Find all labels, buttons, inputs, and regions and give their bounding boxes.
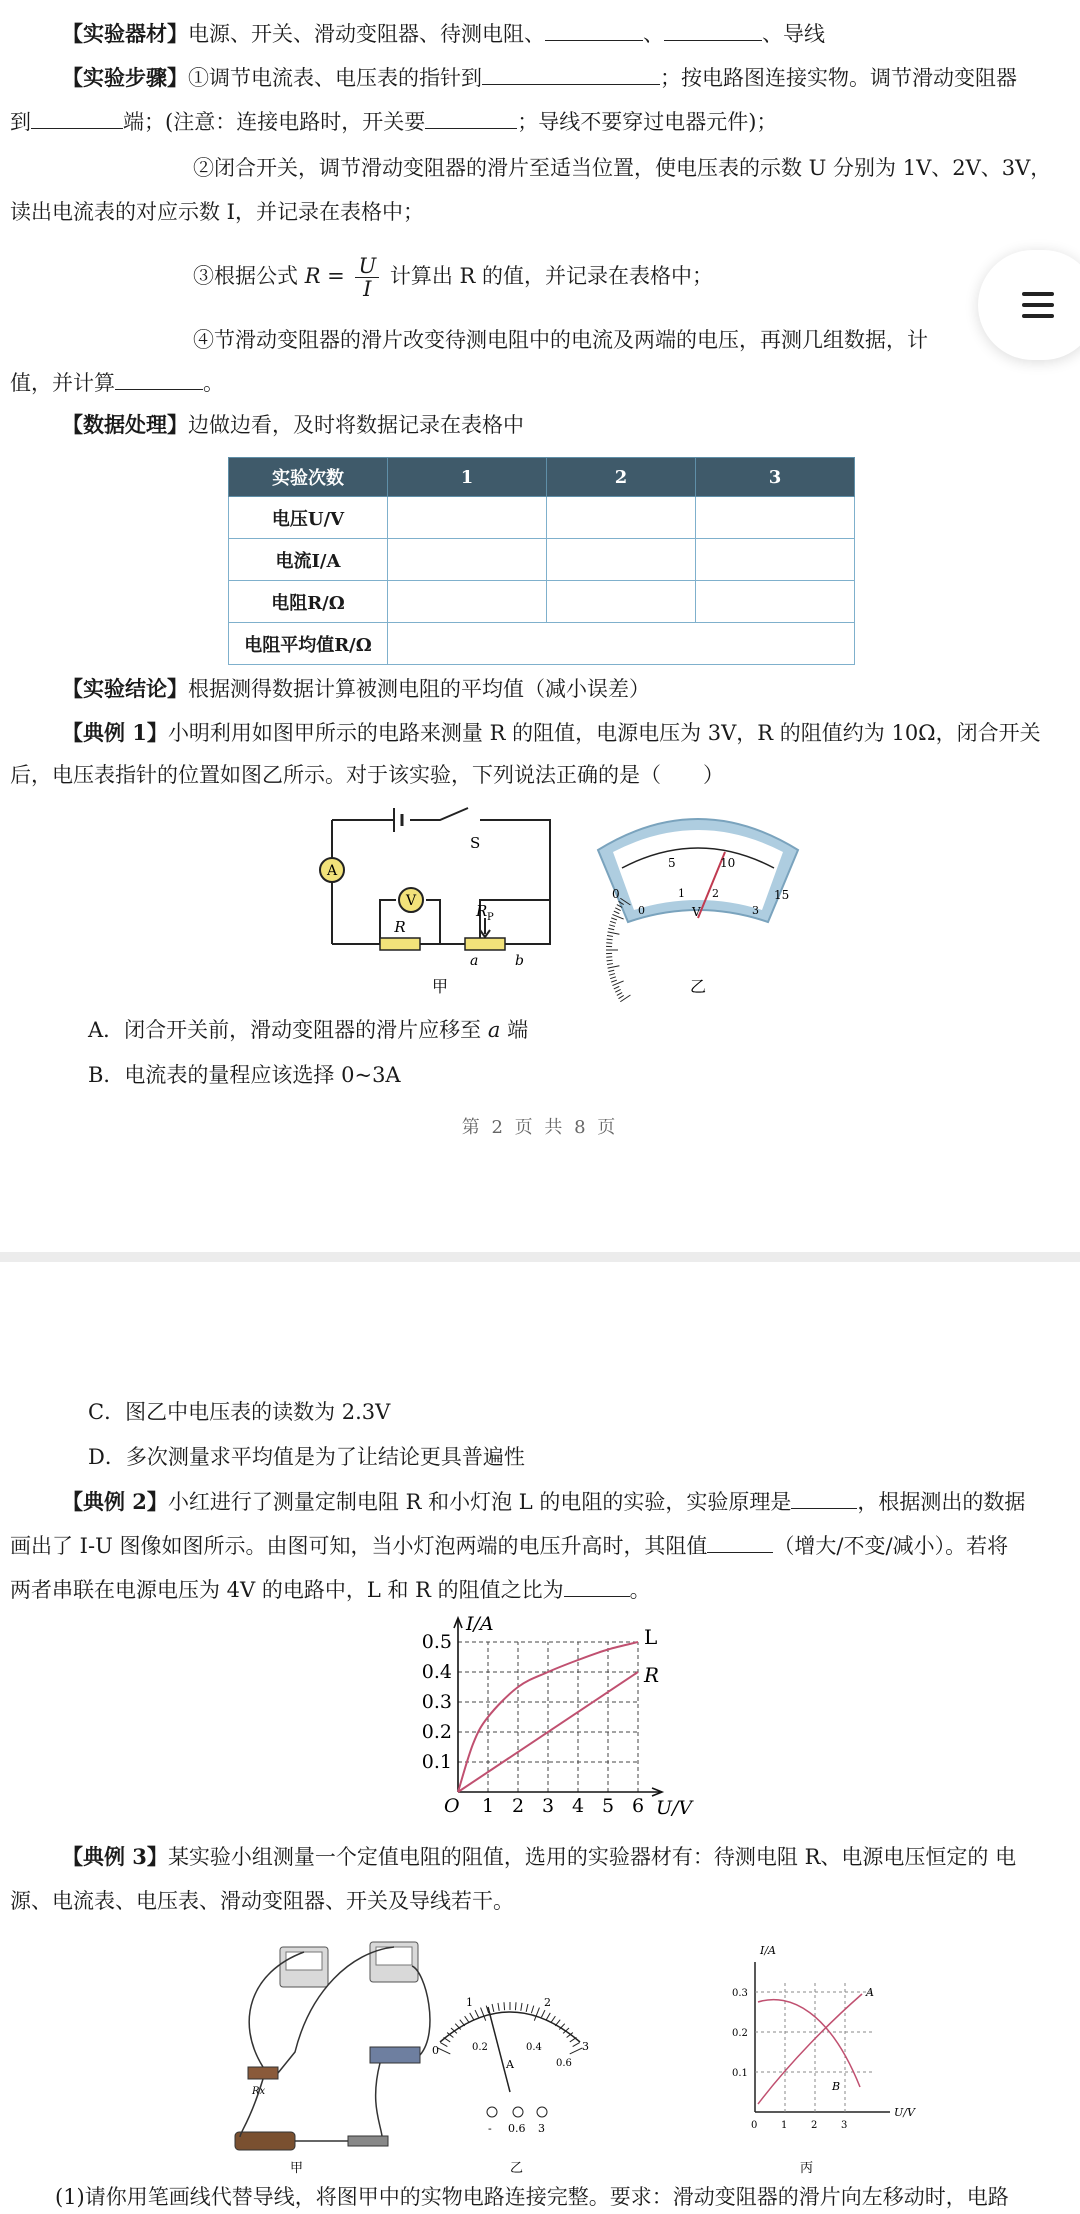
meter-tick-top: 10 — [720, 856, 736, 870]
meter-tick-top: 0 — [612, 887, 620, 901]
graph-ytick: 0.3 — [732, 1988, 748, 1999]
meter-tick — [608, 932, 620, 934]
caption-bing: 丙 — [800, 2161, 814, 2176]
example1-line — [62, 718, 1041, 748]
graph-xlabel: U/V — [894, 2106, 915, 2119]
switch-label: S — [470, 834, 481, 852]
meter-tick — [617, 993, 622, 996]
menu-icon-bar — [1022, 314, 1054, 318]
y-axis-label: I/A — [466, 1614, 494, 1635]
ammeter-tick — [570, 2048, 583, 2054]
ammeter-tick — [570, 2037, 577, 2041]
y-tick-label: 0.5 — [421, 1631, 452, 1653]
rheostat-label: R — [476, 902, 488, 920]
end-a-label: a — [470, 953, 479, 969]
meter-tick — [610, 977, 616, 979]
table-cell — [547, 581, 696, 623]
ammeter-tick — [444, 2037, 451, 2041]
figure-apparatus — [230, 1932, 930, 2182]
meter-tick — [608, 928, 614, 929]
text: A．闭合开关前，滑动变阻器的滑片应移至 — [88, 1018, 482, 1042]
graph-ytick: 0.2 — [732, 2028, 748, 2039]
chart-grid — [458, 1642, 638, 1792]
graph-xtick: 3 — [841, 2120, 848, 2131]
text: 电源、开关、滑动变阻器、待测电阻、 — [188, 22, 545, 46]
text: ；按电路图连接实物。调节滑动变阻器 — [660, 66, 1017, 90]
blank — [664, 18, 762, 41]
question-1: (1)请你用笔画线代替导线，将图甲中的实物电路连接完整。要求：滑动变阻器的滑片向左移动时，电路 — [55, 2185, 1009, 2209]
text: ①调节电流表、电压表的指针到 — [188, 66, 482, 90]
text: ③根据公式 — [193, 264, 298, 288]
table-cell — [388, 497, 547, 539]
iu-chart — [420, 1614, 710, 1824]
row-label: 电阻R/Ω — [229, 581, 388, 623]
rheostat-subscript: P — [487, 912, 494, 923]
ammeter-tick — [498, 2003, 499, 2011]
conclusion-line — [62, 674, 650, 704]
meter-tick — [609, 974, 615, 976]
meter-tick-top: 15 — [774, 888, 790, 902]
meter-tick — [607, 935, 613, 936]
rx-label: Rx — [252, 2086, 266, 2097]
meter-tick — [614, 986, 619, 989]
ammeter-tick — [440, 2043, 447, 2047]
blank — [791, 1486, 857, 1509]
text: 两者串联在电源电压为 4V 的电路中，L 和 R 的阻值之比为 — [10, 1578, 564, 1602]
page-3 — [0, 1262, 1080, 2214]
step1-line-2 — [10, 106, 777, 137]
ammeter-tick — [531, 2006, 533, 2014]
meter-tick — [608, 966, 620, 968]
page-divider — [0, 1252, 1080, 1262]
rheostat-symbol — [465, 938, 505, 950]
resistor-symbol — [380, 938, 420, 950]
table-cell — [696, 581, 855, 623]
ammeter-tick — [515, 2002, 516, 2010]
x-tick-label: 2 — [511, 1795, 525, 1817]
meter-tick — [612, 981, 623, 986]
ammeter-bottom-tick: 0.6 — [556, 2058, 572, 2069]
text: 端；(注意：连接电路时，开关要 — [123, 110, 426, 134]
example3-line-2: 源、电流表、电压表、滑动变阻器、开关及导线若干。 — [10, 1889, 514, 1913]
curve-a-label: A — [866, 1986, 874, 1999]
ammeter-tick — [546, 2013, 550, 2020]
formula-fraction — [355, 255, 379, 300]
table-row — [229, 623, 855, 665]
text: 到 — [10, 110, 31, 134]
caption-jia: 甲 — [431, 977, 449, 996]
voltmeter-label: V — [405, 893, 417, 909]
ammeter-dial — [432, 1996, 589, 2176]
voltmeter-dial — [598, 819, 798, 1002]
meter-tick — [609, 925, 615, 927]
y-tick-label: 0.3 — [421, 1691, 452, 1713]
ammeter-tick — [460, 2020, 465, 2026]
table-cell — [547, 539, 696, 581]
ammeter-tick — [573, 2043, 580, 2047]
ammeter-tick — [438, 2048, 451, 2054]
end-b-label: b — [515, 953, 524, 969]
blank — [545, 18, 643, 41]
meter-tick — [619, 995, 624, 998]
y-tick-label: 0.4 — [421, 1661, 452, 1683]
menu-button[interactable] — [978, 250, 1080, 360]
ammeter-tick — [481, 2008, 486, 2021]
example2-line-2 — [10, 1530, 1008, 1561]
graph-ytick: 0.1 — [732, 2068, 748, 2079]
step4-line-2 — [10, 367, 224, 398]
ammeter-tick — [526, 2004, 528, 2012]
ammeter-ticks — [438, 2002, 583, 2054]
row-label: 电流I/A — [229, 539, 388, 581]
x-tick-label: 4 — [571, 1795, 585, 1817]
table-cell — [547, 497, 696, 539]
text: 某实验小组测量一个定值电阻的阻值，选用的实验器材有：待测电阻 R、电源电压恒定的 电 — [167, 1845, 1017, 1869]
text: 小明利用如图甲所示的电路来测量 R 的阻值，电源电压为 3V，R 的阻值约为 10Ω，闭合开关 — [167, 721, 1041, 745]
section-label: 【典例 2】 — [62, 1489, 168, 1514]
graph-xtick: 1 — [781, 2120, 788, 2131]
meter-tick — [611, 980, 617, 982]
menu-icon-bar — [1022, 292, 1054, 296]
step2-line-2: 读出电流表的对应示数 I，并记录在表格中； — [10, 200, 424, 224]
meter-tick — [610, 921, 616, 923]
formula-denominator: I — [363, 277, 372, 301]
x-tick-label: 1 — [481, 1795, 495, 1817]
ammeter-terminal: 0.6 — [508, 2122, 526, 2135]
meter-tick — [615, 989, 620, 992]
blank — [482, 62, 660, 85]
text: 小红进行了测量定制电阻 R 和小灯泡 L 的电阻的实验，实验原理是 — [167, 1490, 792, 1514]
step3-line — [193, 255, 713, 300]
x-tick-label: 6 — [631, 1795, 645, 1817]
text: 。 — [203, 371, 224, 395]
blank — [115, 367, 203, 390]
table-row — [229, 539, 855, 581]
meter-tick-bottom: 3 — [752, 904, 759, 917]
blank — [564, 1574, 630, 1597]
meter-unit: V — [692, 905, 701, 919]
text: （增大/不变/减小）。若将 — [773, 1534, 1009, 1558]
graph-xtick: 0 — [751, 2120, 758, 2131]
section-label: 【数据处理】 — [62, 412, 188, 437]
table-cell — [388, 539, 547, 581]
blank — [425, 106, 517, 129]
ammeter-top-tick: 2 — [544, 1996, 551, 2009]
meter-tick — [612, 914, 623, 919]
data-line — [62, 410, 524, 440]
ammeter-bottom-tick: 0.4 — [526, 2042, 542, 2053]
text: 根据测得数据计算被测电阻的平均值（减小误差） — [188, 677, 650, 701]
ammeter-tick — [521, 2003, 522, 2011]
formula-lhs: R = — [304, 264, 345, 288]
step1-line — [62, 62, 1017, 93]
ammeter-tick — [475, 2010, 478, 2017]
data-table — [228, 457, 855, 665]
ammeter-tick — [534, 2008, 539, 2021]
text: ，根据测出的数据 — [857, 1490, 1026, 1514]
text: ；导线不要穿过电器元件)； — [517, 110, 778, 134]
meter-tick-bottom: 2 — [712, 887, 719, 900]
meter-tick-bottom: 1 — [678, 887, 685, 900]
table-row — [229, 581, 855, 623]
table-cell — [388, 581, 547, 623]
ammeter-terminal: 3 — [538, 2122, 545, 2135]
series-label: R — [644, 1663, 660, 1687]
text: 、 — [643, 22, 664, 46]
ammeter-tick — [465, 2016, 470, 2023]
table-row — [229, 497, 855, 539]
caption-yi: 乙 — [689, 977, 707, 996]
ammeter-terminal: - — [488, 2122, 492, 2135]
example2-line-3 — [10, 1574, 651, 1605]
text: 端 — [507, 1018, 529, 1042]
blank — [31, 106, 123, 129]
ammeter-unit: A — [506, 2058, 514, 2071]
formula-numerator: U — [355, 255, 379, 278]
ui-graph-small — [732, 1944, 916, 2176]
equip-line — [62, 18, 825, 49]
meter-tick — [611, 918, 617, 920]
table-header: 3 — [696, 458, 855, 497]
text: 计算出 R 的值，并记录在表格中； — [389, 264, 714, 288]
ammeter-tick — [470, 2013, 474, 2020]
text: 。 — [629, 1578, 651, 1602]
meter-tick — [607, 960, 613, 961]
text: 边做边看，及时将数据记录在表格中 — [188, 413, 524, 437]
example1-line-2: 后，电压表指针的位置如图乙所示。对于该实验，下列说法正确的是（ ） — [10, 763, 724, 787]
ammeter-tick — [492, 2004, 494, 2012]
caption-yi-3: 乙 — [510, 2161, 524, 2176]
ammeter-top-tick: 1 — [466, 1996, 473, 2009]
section-label: 【典例 3】 — [62, 1844, 168, 1869]
x-tick-label: 5 — [601, 1795, 615, 1817]
ammeter-top-tick: 3 — [582, 2040, 589, 2053]
text: 、导线 — [762, 22, 825, 46]
x-axis-label: U/V — [656, 1797, 693, 1819]
ammeter-tick — [555, 2020, 560, 2026]
table-header: 1 — [388, 458, 547, 497]
table-cell — [388, 623, 855, 665]
table-cell — [696, 539, 855, 581]
meter-tick — [615, 908, 620, 911]
table-header: 实验次数 — [229, 458, 388, 497]
option-c: C．图乙中电压表的读数为 2.3V — [88, 1400, 391, 1424]
row-label: 电压U/V — [229, 497, 388, 539]
meter-tick — [620, 995, 630, 1002]
text: 值，并计算 — [10, 371, 115, 395]
ammeter-bottom-tick: 0.2 — [472, 2042, 488, 2053]
example3-line — [62, 1842, 1016, 1872]
y-tick-label: 0.2 — [421, 1721, 452, 1743]
text: a — [487, 1018, 501, 1042]
blank — [707, 1530, 773, 1553]
caption-jia-3: 甲 — [290, 2161, 304, 2176]
section-label: 【实验结论】 — [62, 676, 188, 701]
y-tick-label: 0.1 — [421, 1751, 452, 1773]
meter-tick — [608, 970, 614, 971]
example2-line — [62, 1486, 1025, 1517]
option-a — [88, 1015, 528, 1045]
ammeter-tick — [504, 2002, 505, 2010]
ammeter-zero: 0 — [432, 2044, 439, 2057]
option-d: D．多次测量求平均值是为了让结论更具普遍性 — [88, 1445, 525, 1469]
ammeter-tick — [551, 2016, 556, 2023]
section-label: 【实验器材】 — [62, 21, 188, 46]
ammeter-pointer — [488, 2007, 510, 2092]
table-header: 2 — [547, 458, 696, 497]
page-number: 第 2 页 共 8 页 — [461, 1117, 619, 1138]
option-b: B．电流表的量程应该选择 0~3A — [88, 1063, 401, 1087]
curve-b-label: B — [832, 2080, 841, 2093]
resistor-label: R — [394, 918, 406, 936]
origin-label: O — [444, 1795, 460, 1817]
meter-tick — [607, 939, 613, 940]
meter-tick-bottom: 0 — [638, 904, 645, 917]
circuit-diagram — [332, 808, 550, 944]
table-cell — [696, 497, 855, 539]
ammeter-tick — [541, 2010, 544, 2017]
apparatus-photo — [235, 1942, 430, 2176]
x-tick-label: 3 — [541, 1795, 555, 1817]
graph-xtick: 2 — [811, 2120, 818, 2131]
table-header-row — [229, 458, 855, 497]
section-label: 【典例 1】 — [62, 720, 168, 745]
step4-line: ④节滑动变阻器的滑片改变待测电阻中的电流及两端的电压，再测几组数据，计 — [193, 328, 928, 352]
graph-ylabel: I/A — [760, 1944, 776, 1957]
row-label: 电阻平均值R/Ω — [229, 623, 388, 665]
step2-line: ②闭合开关，调节滑动变阻器的滑片至适当位置，使电压表的示数 U 分别为 1V、2V、3V， — [193, 156, 1052, 180]
figure-circuit-and-meter — [300, 800, 840, 1010]
meter-tick — [607, 964, 613, 965]
meter-tick-top: 5 — [668, 856, 676, 870]
ammeter-label: A — [326, 863, 338, 879]
meter-tick — [614, 911, 619, 914]
menu-icon-bar — [1022, 303, 1054, 307]
section-label: 【实验步骤】 — [62, 65, 188, 90]
text: 画出了 I-U 图像如图所示。由图可知，当小灯泡两端的电压升高时，其阻值 — [10, 1534, 708, 1558]
series-label: L — [644, 1625, 658, 1649]
